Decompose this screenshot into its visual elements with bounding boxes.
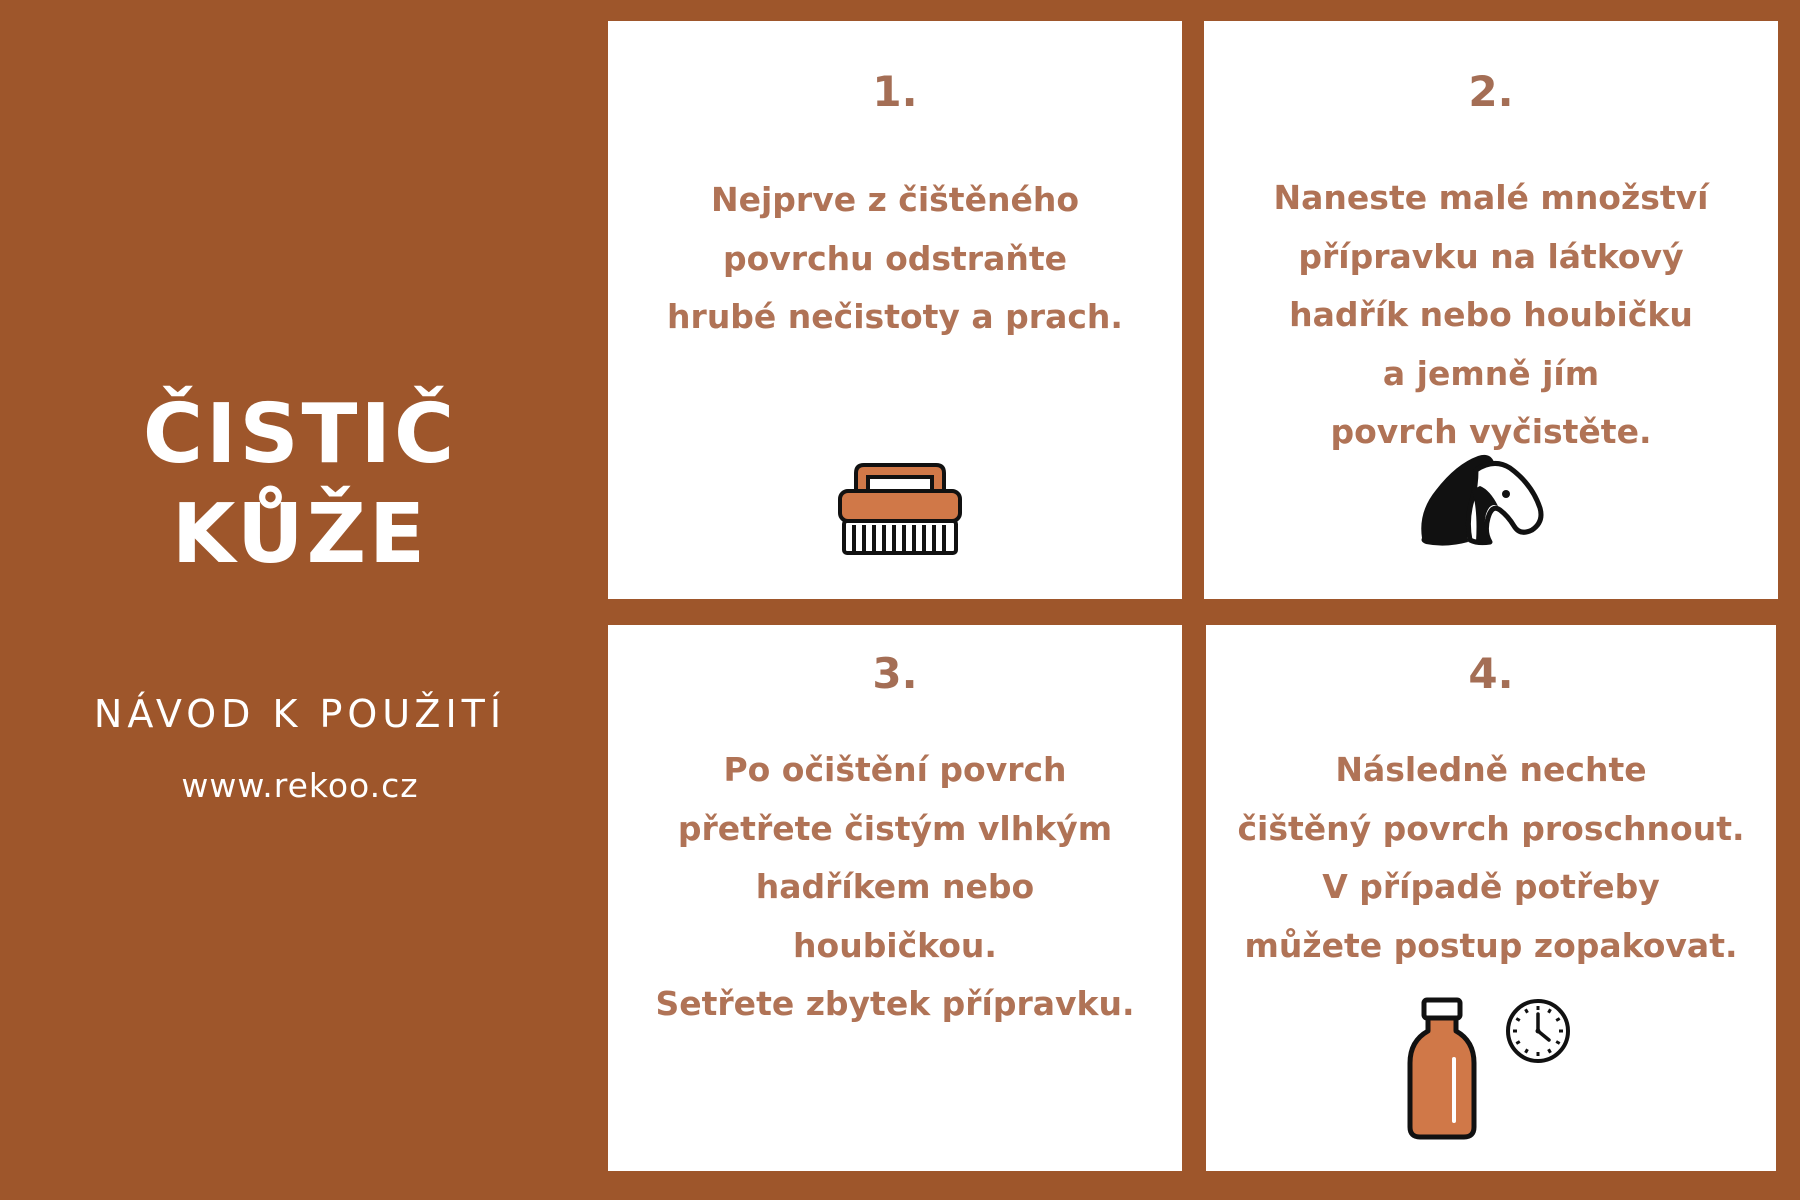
step-number: 2. (1468, 67, 1514, 116)
step-text (1204, 169, 1778, 462)
step-card-2 (1204, 21, 1778, 599)
step-card-1 (608, 21, 1182, 599)
step-number: 3. (872, 649, 918, 698)
step-text (608, 741, 1182, 1034)
website-link[interactable]: www.rekoo.cz (181, 766, 419, 805)
step-text (1206, 741, 1776, 975)
left-panel (0, 0, 600, 1200)
step-text-line: můžete postup zopakovat. (1244, 925, 1738, 965)
step-text (608, 171, 1182, 347)
clock-icon (1504, 997, 1572, 1065)
step-text-line: přípravku na látkový (1298, 236, 1684, 276)
step-text-line: Naneste malé množství (1273, 178, 1709, 217)
step-number: 4. (1468, 649, 1514, 698)
brush-icon (838, 463, 962, 557)
title-line-1: ČISTIČ (142, 387, 458, 482)
product-title (0, 385, 600, 585)
step-text-line: Následně nechte (1335, 750, 1647, 789)
step-number: 1. (872, 67, 918, 116)
instructions-subtitle: NÁVOD K POUŽITÍ (93, 692, 507, 736)
step-text-line: a jemně jím (1382, 353, 1600, 393)
step-text-line: hrubé nečistoty a prach. (667, 297, 1123, 336)
step-text-line: hadříkem nebo (755, 867, 1035, 906)
step-text-line: povrchu odstraňte (722, 238, 1068, 278)
step-text-line: Nejprve z čištěného (711, 180, 1079, 219)
step-text-line: houbičkou. (793, 925, 997, 965)
step-text-line: hadřík nebo houbičku (1289, 295, 1693, 334)
step-text-line: přetřete čistým vlhkým (677, 808, 1113, 848)
step-text-line: Setřete zbytek přípravku. (655, 984, 1135, 1023)
step-text-line: V případě potřeby (1322, 867, 1660, 906)
step-card-4 (1206, 625, 1776, 1171)
step-text-line: čištěný povrch proschnout. (1237, 808, 1745, 848)
step-card-3 (608, 625, 1182, 1171)
step-text-line: Po očištění povrch (723, 750, 1067, 789)
title-line-2: KŮŽE (171, 487, 429, 582)
cloth-icon (1416, 450, 1546, 550)
bottle-icon (1404, 997, 1480, 1141)
step-text-line: povrch vyčistěte. (1330, 412, 1652, 451)
